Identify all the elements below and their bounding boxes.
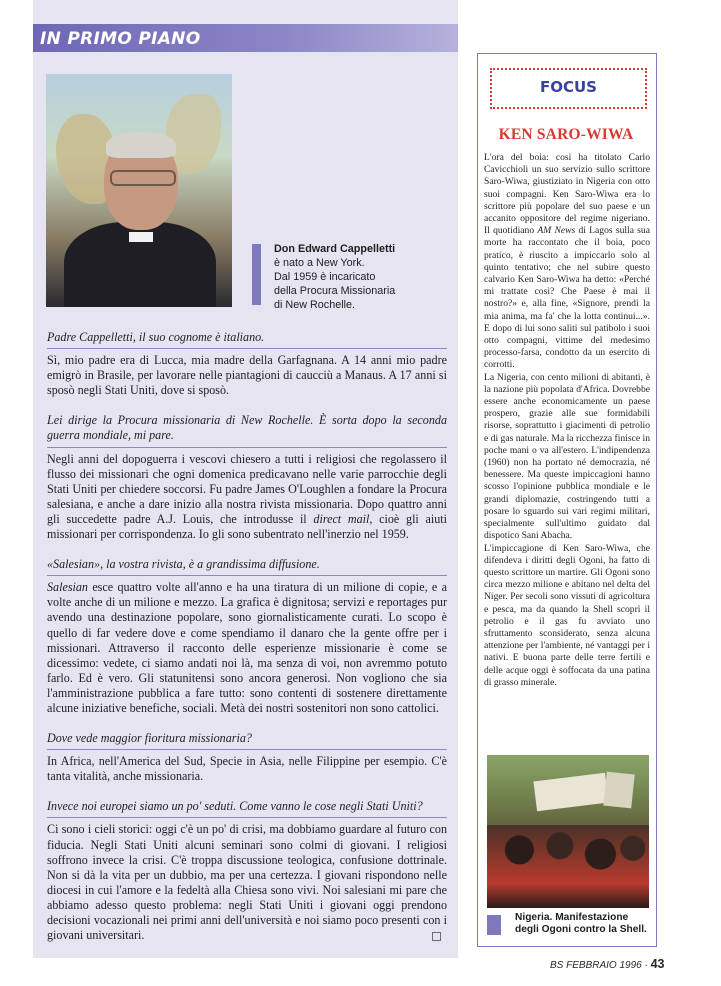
portrait-caption [274, 242, 454, 312]
portrait-photo [46, 74, 232, 307]
page-footer [550, 957, 685, 971]
profile-line: Dal 1959 è incaricato [274, 271, 376, 283]
interview-question: Padre Cappelletti, il suo cognome è italiano. [47, 330, 447, 349]
interview-answer: In Africa, nell'America del Sud, Specie in Asia, nelle Filippine per esempio. C'è tanta vitalità, anche missionaria. [47, 754, 447, 784]
protest-sign [603, 772, 634, 809]
focus-paragraph: L'impiccagione di Ken Saro-Wiwa, che difendeva i diritti degli Ogoni, ha fatto di questo scrittore un martire. Gli Ogoni sono circa mezzo milione e abitano nel delta del Niger. Per secoli sono vissuti di agricoltura e pesca, ma da quando la Shell scoprì il petrolio e il gas fu avviato uno sfruttamento sconsiderato, senza alcuna attenzione per l'ambiente, né vantaggi per i nativi. E buona parte delle terre fertili e delle acque oggi è soffocata da una patina di grasso minerale. [484, 542, 650, 688]
focus-text: L'ora del boia: così ha titolato Carlo Cavicchioli un suo servizio sullo scrittore Saro-Wiwa, giustiziato in Nigeria con otto suoi compagni. Ken Saro-Wiwa era lo scrittore più popolare del suo paese e un accanito oppositore del regime nigeriano. Il quotidiano [484, 152, 650, 237]
focus-emphasis: AM News [537, 225, 576, 237]
answer-text: Negli anni del dopoguerra i vescovi chiesero a tutti i religiosi che regolassero il flusso dei missionari che ogni domenica predicavano nelle varie parrocchie degli Stati Uniti per chiedere soccorsi. Fu padre James O'Loughlen a fondare la Procura salesiana, e anche a dare inizio alla nostra rivista missionaria. Dopo quattro anni gli succedette padre A.J. Louis, che introdusse il [47, 451, 447, 526]
photo-caption-accent-bar [487, 915, 501, 935]
photo-caption-line: Nigeria. Manifestazione [515, 912, 629, 923]
clerical-collar [129, 232, 153, 242]
protest-photo [487, 755, 649, 908]
section-title: IN PRIMO PIANO [40, 29, 201, 49]
photo-caption [515, 912, 655, 936]
portrait-glasses [110, 170, 176, 186]
protest-crowd [487, 825, 649, 908]
focus-paragraph [484, 152, 650, 372]
profile-line: di New Rochelle. [274, 299, 356, 311]
answer-emphasis: direct mail [313, 511, 370, 526]
focus-text: di Lagos sulla sua morte ha raccontato che il boia, poco pratico, è riuscito a impiccarlo solo al quinto tentativo; che nel subire questo calvario Ken Saro-Wiwa ha detto: «Perché mi trattate così? Che Paese è mai il nostro?» e, alla fine, «Signore, prendi la mia anima, ma fa' che la lotta continui...». E dopo di lui sono saliti sul patibolo i suoi otto compagni, vittime del medesimo processo-farsa, condotto da un esercito di corrotti. [484, 225, 650, 371]
interview-question: Dove vede maggior fioritura missionaria? [47, 731, 447, 750]
profile-line: è nato a New York. [274, 257, 365, 269]
answer-emphasis: Salesian [47, 580, 88, 595]
answer-text: , cioè gli aiuti missionari per corrispondenza. Io gli sono subentrato nell'inerzio nel 1959. [47, 511, 448, 542]
protest-sign [533, 773, 608, 812]
portrait-hair [106, 132, 176, 158]
profile-name: Don Edward Cappelletti [274, 243, 396, 255]
focus-headline: KEN SARO-WIWA [498, 126, 634, 143]
interview-answer: Ci sono i cieli storici: oggi c'è un po' di crisi, ma dobbiamo guardare al futuro con fiducia. Negli Stati Uniti alcuni seminari sono colmi di giovani. I religiosi soffrono invece la crisi. C'è troppa discussione teologica, confusione dottrinale. Non si dà la vita per un dubbio, ma per una certezza. I giovani rispondono nelle diocesi in cui l'amore e la fedeltà alla Chiesa sono vivi. Noi salesiani mi pare che abbiamo adesso questo problema: negli Stati Uniti i giovani oggi prendono decisioni vocazionali nei primi anni dell'università e noi siamo poco presenti con i giovani universitari. [47, 822, 447, 943]
focus-paragraph: La Nigeria, con cento milioni di abitanti, è la nazione più popolata d'Africa. Dovrebbe essere anche economicamente un paese prospero, grazie alle sue formidabili risorse, soprattutto i giacimenti di petrolio e di gas naturale. Ma la ricchezza finisce in poche mani o va all'estero. L'indipendenza (1960) non ha portato né democrazia, né benessere. Ma queste impiccagioni hanno scosso l'opinione pubblica mondiale e le grandi diplomazie, costringendo tutti a posare lo sguardo sui vari regimi militari, specialmente sull'ultimo guidato dal dispotico Sani Abacha. [484, 371, 650, 542]
interview-question: Invece noi europei siamo un po' seduti. Come vanno le cose negli Stati Uniti? [47, 799, 447, 818]
end-of-article-mark [432, 932, 441, 941]
interview-question: «Salesian», la vostra rivista, è a grandissima diffusione. [47, 557, 447, 576]
caption-accent-bar [252, 244, 261, 305]
profile-line: della Procura Missionaria [274, 285, 396, 297]
photo-caption-line: degli Ogoni contro la Shell. [515, 924, 647, 935]
focus-label: FOCUS [540, 78, 597, 96]
interview-answer: Sì, mio padre era di Lucca, mia madre della Garfagnana. A 14 anni mio padre emigrò in Brasile, per lavorare nelle piantagioni di caucciù a Manaus. A 17 anni si sposò negli Stati Uniti, dove si sposò. [47, 353, 447, 398]
interview-answer [47, 452, 447, 543]
interview-body [47, 330, 447, 958]
interview-answer [47, 580, 447, 716]
focus-body [484, 152, 650, 689]
page-number: 43 [650, 957, 665, 971]
footer-publication: BS FEBBRAIO 1996 · [550, 960, 648, 971]
answer-text: esce quattro volte all'anno e ha una tiratura di un milione di copie, e a volte anche di un milione e mezzo. La grafica è dignitosa; servizi e reportages pur avendo una destinazione popolare, sono giornalisticamente curati. Lo scopo è quello di far vedere dove e come spendiamo il danaro che la gente offre per i missionari. Attraverso il racconto delle esperienze missionarie è come se dicessimo: vedete, ci siamo andati noi là, ma senza di voi, non avremmo potuto farlo. Ed è vero. Gli statunitensi sono ancora generosi. Non vogliono che sia l'amministrazione pubblica a fare tutto: sono contenti di sostenere direttamente alcune iniziative benefiche, sociali. Metà dei nostri sostenitori non sono cattolici. [47, 580, 447, 715]
interview-question: Lei dirige la Procura missionaria di New Rochelle. È sorta dopo la seconda guerra mondiale, mi pare. [47, 413, 447, 447]
